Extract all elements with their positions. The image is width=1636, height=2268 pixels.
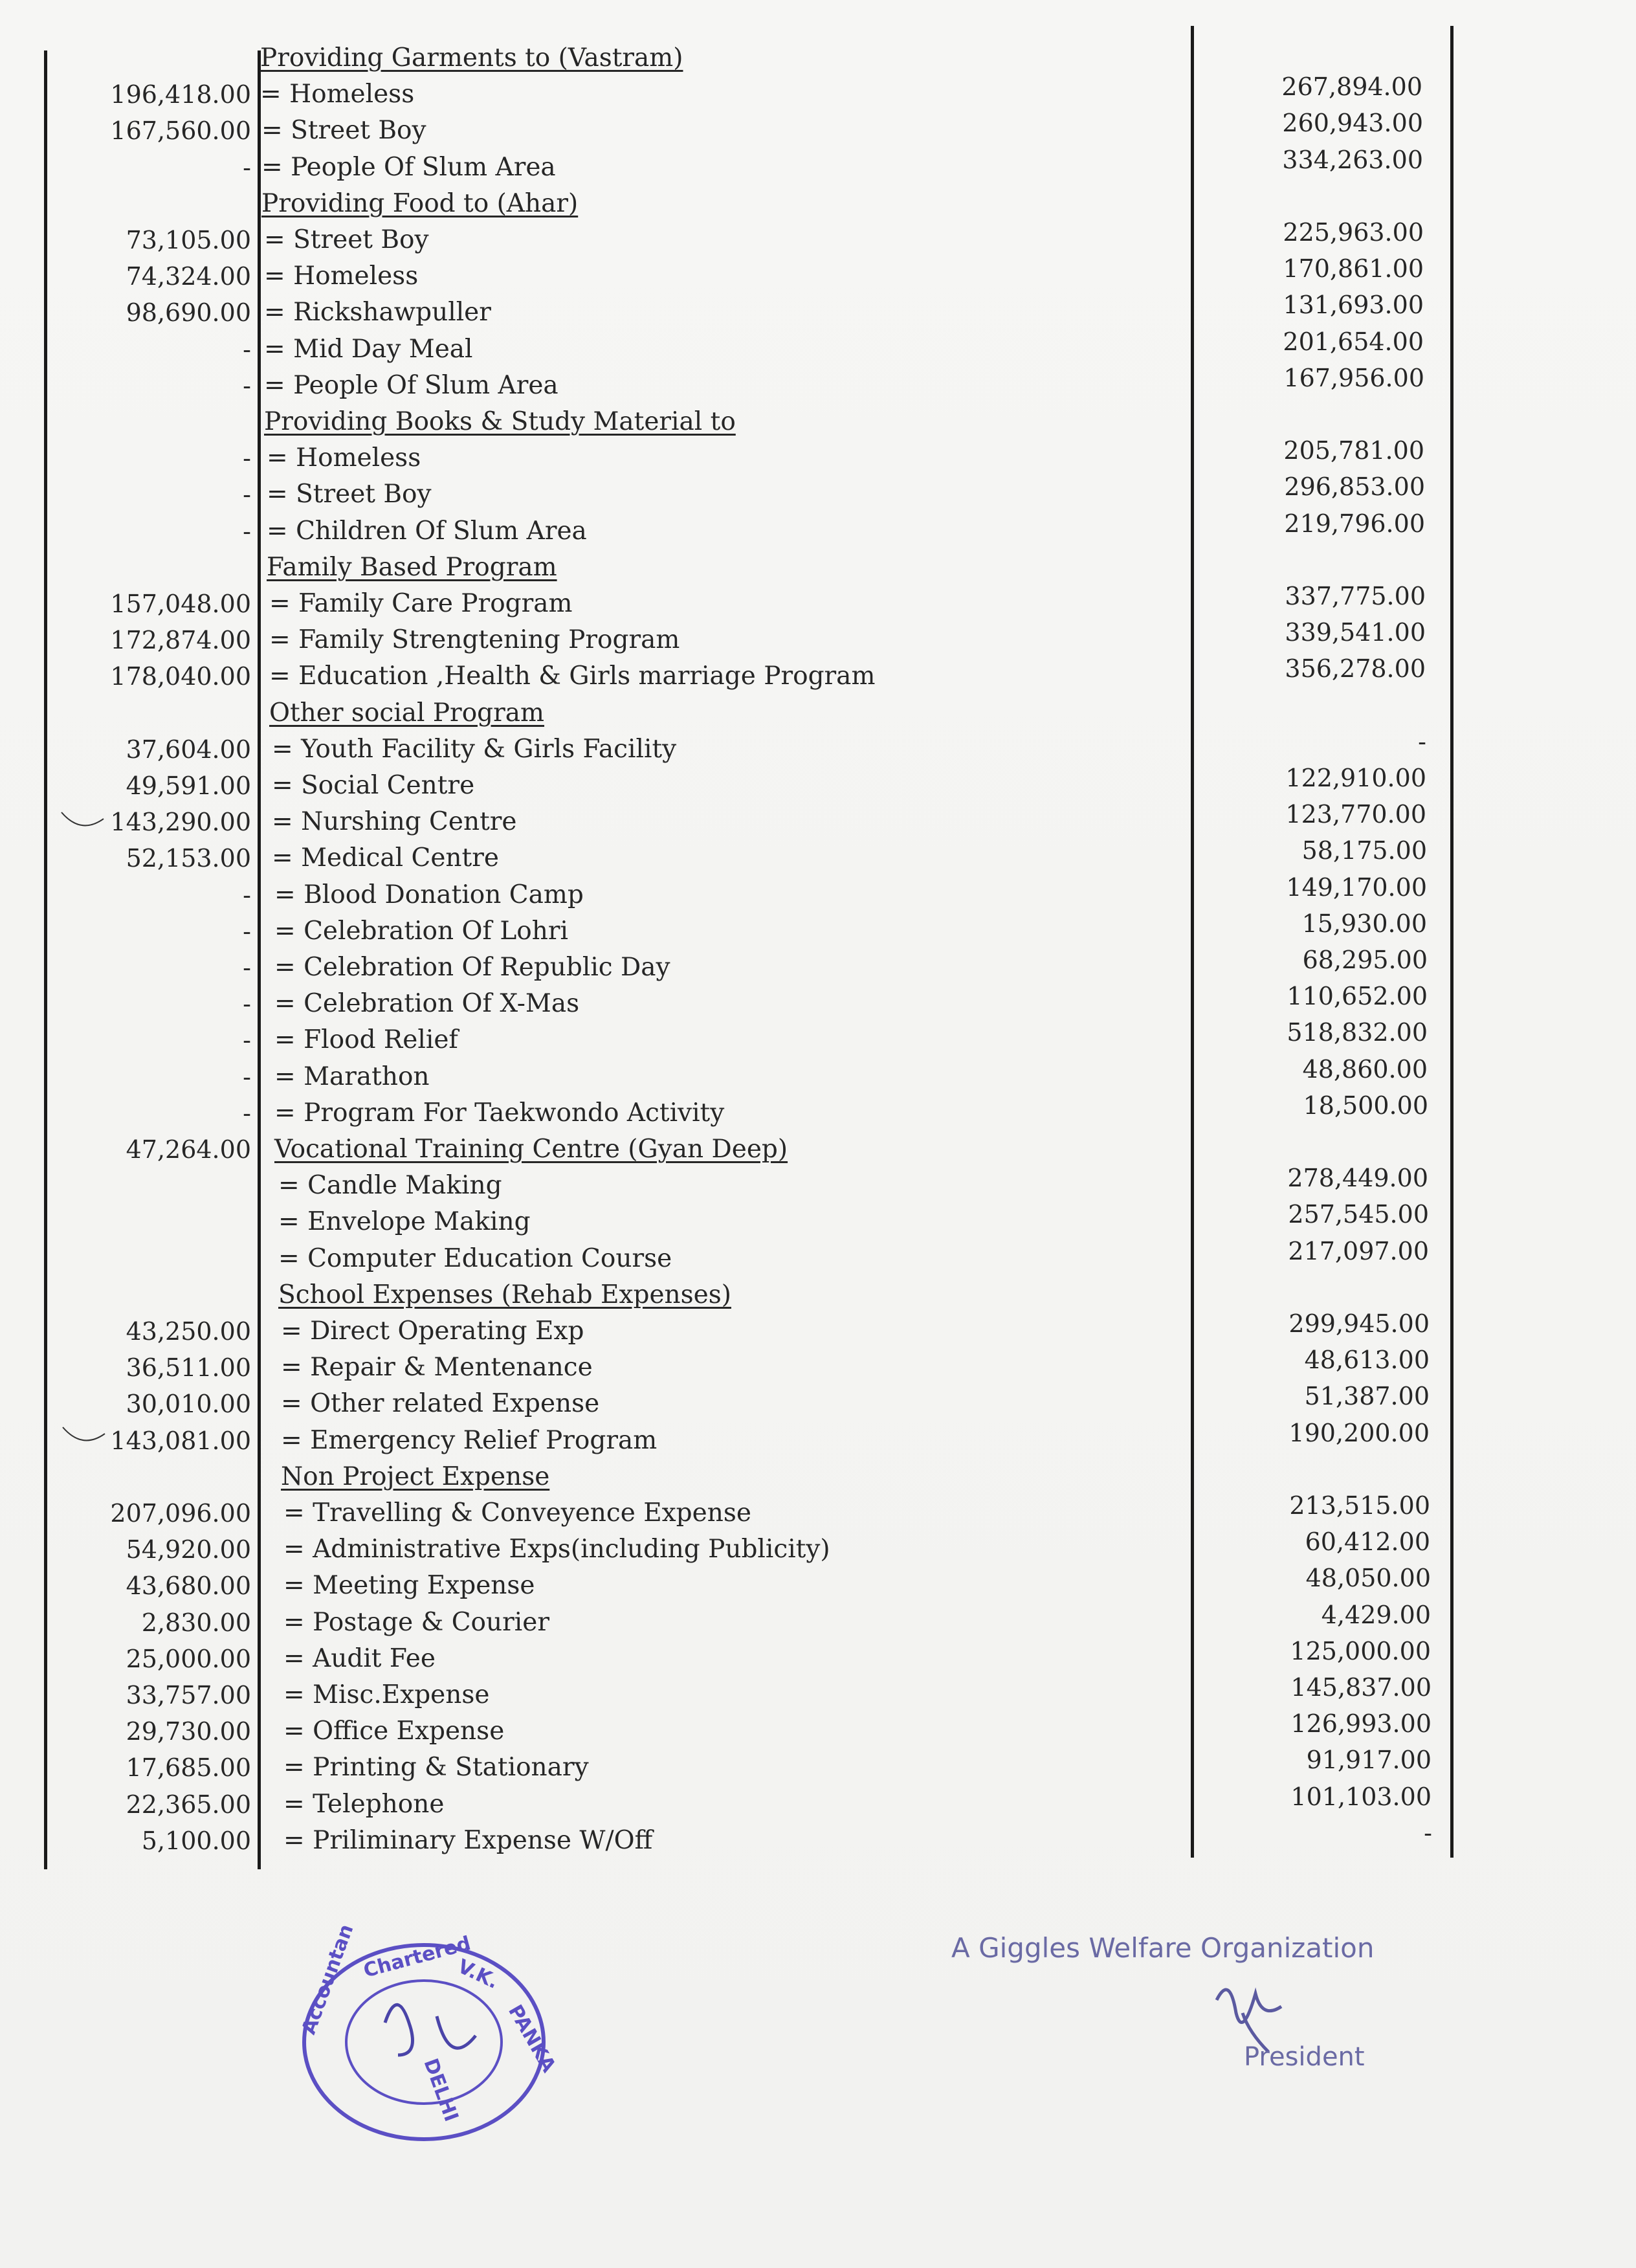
- current-year-amount: 356,278.00: [1285, 654, 1426, 684]
- line-item-label: = Celebration Of Lohri: [274, 916, 568, 946]
- current-year-amount: 337,775.00: [1285, 582, 1426, 610]
- previous-year-amount: 196,418.00: [110, 80, 251, 109]
- line-item-label: = Blood Donation Camp: [274, 880, 584, 909]
- current-year-amount: 260,943.00: [1282, 109, 1423, 138]
- previous-year-amount: 143,290.00: [110, 808, 251, 837]
- line-item-label: = Program For Taekwondo Activity: [274, 1098, 725, 1128]
- line-item-label: = Homeless: [260, 80, 415, 109]
- line-item-label: = Street Boy: [267, 480, 432, 509]
- previous-year-amount: -: [243, 917, 251, 946]
- current-year-amount: 15,930.00: [1301, 909, 1427, 938]
- section-heading: Providing Books & Study Material to: [264, 407, 736, 436]
- previous-year-amount: 30,010.00: [126, 1390, 251, 1419]
- current-year-amount: 4,429.00: [1321, 1600, 1431, 1629]
- line-item-label: = Misc.Expense: [283, 1680, 490, 1709]
- line-item-label: = People Of Slum Area: [261, 152, 556, 182]
- current-year-amount: 68,295.00: [1302, 946, 1428, 974]
- current-year-amount: 296,853.00: [1284, 472, 1425, 502]
- section-heading: Family Based Program: [267, 552, 557, 582]
- current-year-amount: 91,917.00: [1306, 1746, 1432, 1775]
- previous-year-amount: 74,324.00: [126, 262, 251, 291]
- president-signature: [1204, 1961, 1333, 2052]
- ledger-row: [0, 509, 1636, 550]
- previous-year-amount: -: [243, 480, 251, 509]
- previous-year-amount: 25,000.00: [126, 1644, 251, 1673]
- current-year-amount: 101,103.00: [1290, 1782, 1432, 1811]
- ledger-row: [0, 1818, 1636, 1859]
- line-item-label: = Candle Making: [278, 1171, 502, 1201]
- previous-year-amount: 52,153.00: [126, 844, 251, 873]
- current-year-amount: 149,170.00: [1286, 873, 1427, 902]
- section-heading: Other social Program: [269, 698, 545, 728]
- previous-year-amount: 207,096.00: [110, 1499, 251, 1528]
- line-item-label: = Emergency Relief Program: [281, 1425, 658, 1455]
- svg-text:DELHI: DELHI: [419, 2055, 463, 2125]
- line-item-label: = Flood Relief: [274, 1025, 458, 1055]
- current-year-amount: 126,993.00: [1290, 1709, 1432, 1739]
- previous-year-amount: -: [243, 335, 251, 364]
- current-year-amount: 213,515.00: [1289, 1491, 1430, 1520]
- section-heading: School Expenses (Rehab Expenses): [278, 1280, 731, 1309]
- previous-year-amount: 17,685.00: [126, 1753, 251, 1783]
- line-item-label: = Rickshawpuller: [264, 298, 491, 328]
- line-item-label: = Direct Operating Exp: [281, 1317, 584, 1346]
- organization-name: A Giggles Welfare Organization: [951, 1932, 1375, 1964]
- section-heading: Non Project Expense: [281, 1462, 550, 1491]
- line-item-label: = Homeless: [267, 443, 421, 473]
- previous-year-amount: 5,100.00: [141, 1826, 251, 1855]
- previous-year-amount: -: [243, 517, 251, 546]
- section-heading: Vocational Training Centre (Gyan Deep): [274, 1135, 788, 1164]
- svg-text:Chartered: Chartered: [361, 1931, 474, 1983]
- current-year-amount: 167,956.00: [1283, 363, 1424, 392]
- current-year-amount: 48,050.00: [1305, 1564, 1431, 1593]
- current-year-amount: 278,449.00: [1287, 1164, 1428, 1193]
- line-item-label: = Postage & Courier: [283, 1607, 549, 1637]
- previous-year-amount: 47,264.00: [126, 1135, 251, 1164]
- current-year-amount: 48,860.00: [1302, 1054, 1428, 1084]
- current-year-amount: 267,894.00: [1281, 72, 1422, 102]
- line-item-label: = Celebration Of Republic Day: [274, 953, 670, 982]
- ledger-row: [0, 363, 1636, 404]
- current-year-amount: 339,541.00: [1285, 618, 1426, 647]
- svg-text:Accountan: Accountan: [297, 1921, 359, 2038]
- section-heading: Providing Garments to (Vastram): [260, 43, 683, 72]
- current-year-amount: -: [1418, 727, 1426, 756]
- chartered-accountant-stamp: [294, 1921, 560, 2152]
- previous-year-amount: 43,680.00: [126, 1572, 251, 1601]
- previous-year-amount: 172,874.00: [110, 626, 251, 655]
- previous-year-amount: -: [243, 153, 251, 182]
- ledger-row: [0, 1418, 1636, 1459]
- current-year-amount: 225,963.00: [1283, 218, 1424, 247]
- svg-text:PANKA: PANKA: [503, 2001, 560, 2076]
- line-item-label: = Office Expense: [283, 1717, 505, 1746]
- current-year-amount: 131,693.00: [1283, 291, 1424, 320]
- previous-year-amount: 43,250.00: [126, 1317, 251, 1346]
- line-item-label: = Administrative Exps(including Publicity): [283, 1535, 830, 1564]
- previous-year-amount: -: [243, 880, 251, 909]
- line-item-label: = Medical Centre: [272, 843, 499, 873]
- current-year-amount: 299,945.00: [1288, 1309, 1430, 1338]
- current-year-amount: 257,545.00: [1288, 1200, 1429, 1229]
- previous-year-amount: -: [243, 1098, 251, 1128]
- line-item-label: = Audit Fee: [283, 1643, 436, 1673]
- previous-year-amount: 33,757.00: [126, 1681, 251, 1709]
- line-item-label: = Marathon: [274, 1062, 430, 1091]
- line-item-label: = Celebration Of X-Mas: [274, 989, 580, 1019]
- ledger-row: [0, 145, 1636, 186]
- previous-year-amount: -: [243, 444, 251, 473]
- current-year-amount: 58,175.00: [1301, 836, 1427, 865]
- line-item-label: = Street Boy: [261, 116, 426, 146]
- previous-year-amount: -: [243, 1062, 251, 1091]
- line-item-label: = Travelling & Conveyence Expense: [283, 1498, 751, 1528]
- previous-year-amount: -: [243, 1026, 251, 1055]
- previous-year-amount: 98,690.00: [126, 298, 251, 328]
- previous-year-amount: 29,730.00: [126, 1717, 251, 1746]
- current-year-amount: 217,097.00: [1288, 1236, 1429, 1265]
- line-item-label: = Children Of Slum Area: [267, 516, 587, 546]
- line-item-label: = Nurshing Centre: [272, 807, 517, 837]
- line-item-label: = Social Centre: [272, 771, 475, 800]
- previous-year-amount: 157,048.00: [110, 590, 251, 618]
- current-year-amount: 205,781.00: [1283, 436, 1424, 465]
- current-year-amount: 110,652.00: [1287, 982, 1428, 1011]
- previous-year-amount: 178,040.00: [110, 662, 251, 691]
- current-year-amount: 145,837.00: [1290, 1673, 1432, 1702]
- line-item-label: = Other related Expense: [281, 1389, 600, 1419]
- ledger-row: [0, 1091, 1636, 1131]
- current-year-amount: 219,796.00: [1284, 509, 1425, 538]
- current-year-amount: 60,412.00: [1305, 1528, 1430, 1557]
- current-year-amount: 48,613.00: [1304, 1346, 1430, 1375]
- current-year-amount: 51,387.00: [1304, 1382, 1430, 1411]
- current-year-amount: -: [1424, 1818, 1432, 1847]
- previous-year-amount: 143,081.00: [110, 1426, 251, 1455]
- section-heading: Providing Food to (Ahar): [261, 188, 579, 218]
- previous-year-amount: 36,511.00: [126, 1353, 251, 1383]
- current-year-amount: 334,263.00: [1282, 145, 1423, 174]
- current-year-amount: 123,770.00: [1285, 800, 1426, 829]
- current-year-amount: 201,654.00: [1283, 327, 1424, 356]
- current-year-amount: 18,500.00: [1303, 1091, 1428, 1120]
- line-item-label: = Priliminary Expense W/Off: [283, 1825, 653, 1855]
- previous-year-amount: 54,920.00: [126, 1535, 251, 1564]
- line-item-label: = Youth Facility & Girls Facility: [272, 734, 677, 764]
- ledger-row: [0, 1236, 1636, 1277]
- previous-year-amount: 73,105.00: [126, 226, 251, 254]
- previous-year-amount: 167,560.00: [110, 117, 251, 146]
- current-year-amount: 170,861.00: [1283, 254, 1424, 284]
- previous-year-amount: 22,365.00: [126, 1790, 251, 1819]
- line-item-label: = Family Care Program: [269, 589, 573, 618]
- line-item-label: = Telephone: [283, 1789, 445, 1819]
- line-item-label: = Repair & Mentenance: [281, 1353, 593, 1383]
- line-item-label: = Mid Day Meal: [264, 334, 473, 364]
- ledger-row: [0, 654, 1636, 695]
- line-item-label: = People Of Slum Area: [264, 370, 558, 400]
- line-item-label: = Education ,Health & Girls marriage Program: [269, 662, 876, 691]
- tick-mark: [58, 806, 110, 838]
- line-item-label: = Envelope Making: [278, 1207, 531, 1237]
- current-year-amount: 518,832.00: [1287, 1018, 1428, 1047]
- line-item-label: = Family Strengtening Program: [269, 625, 680, 655]
- line-item-label: = Printing & Stationary: [283, 1753, 589, 1783]
- previous-year-amount: -: [243, 371, 251, 400]
- current-year-amount: 125,000.00: [1290, 1636, 1431, 1665]
- previous-year-amount: 2,830.00: [141, 1608, 251, 1637]
- line-item-label: = Meeting Expense: [283, 1571, 535, 1601]
- line-item-label: = Street Boy: [264, 225, 429, 254]
- previous-year-amount: 49,591.00: [126, 772, 251, 800]
- current-year-amount: 122,910.00: [1285, 764, 1426, 792]
- signatory-title: President: [1244, 2042, 1365, 2072]
- line-item-label: = Computer Education Course: [278, 1243, 672, 1273]
- previous-year-amount: -: [243, 990, 251, 1019]
- svg-text:V.K.: V.K.: [454, 1955, 502, 1994]
- line-item-label: = Homeless: [264, 261, 419, 291]
- previous-year-amount: -: [243, 953, 251, 982]
- previous-year-amount: 37,604.00: [126, 735, 251, 764]
- tick-mark: [60, 1421, 111, 1453]
- current-year-amount: 190,200.00: [1288, 1418, 1430, 1447]
